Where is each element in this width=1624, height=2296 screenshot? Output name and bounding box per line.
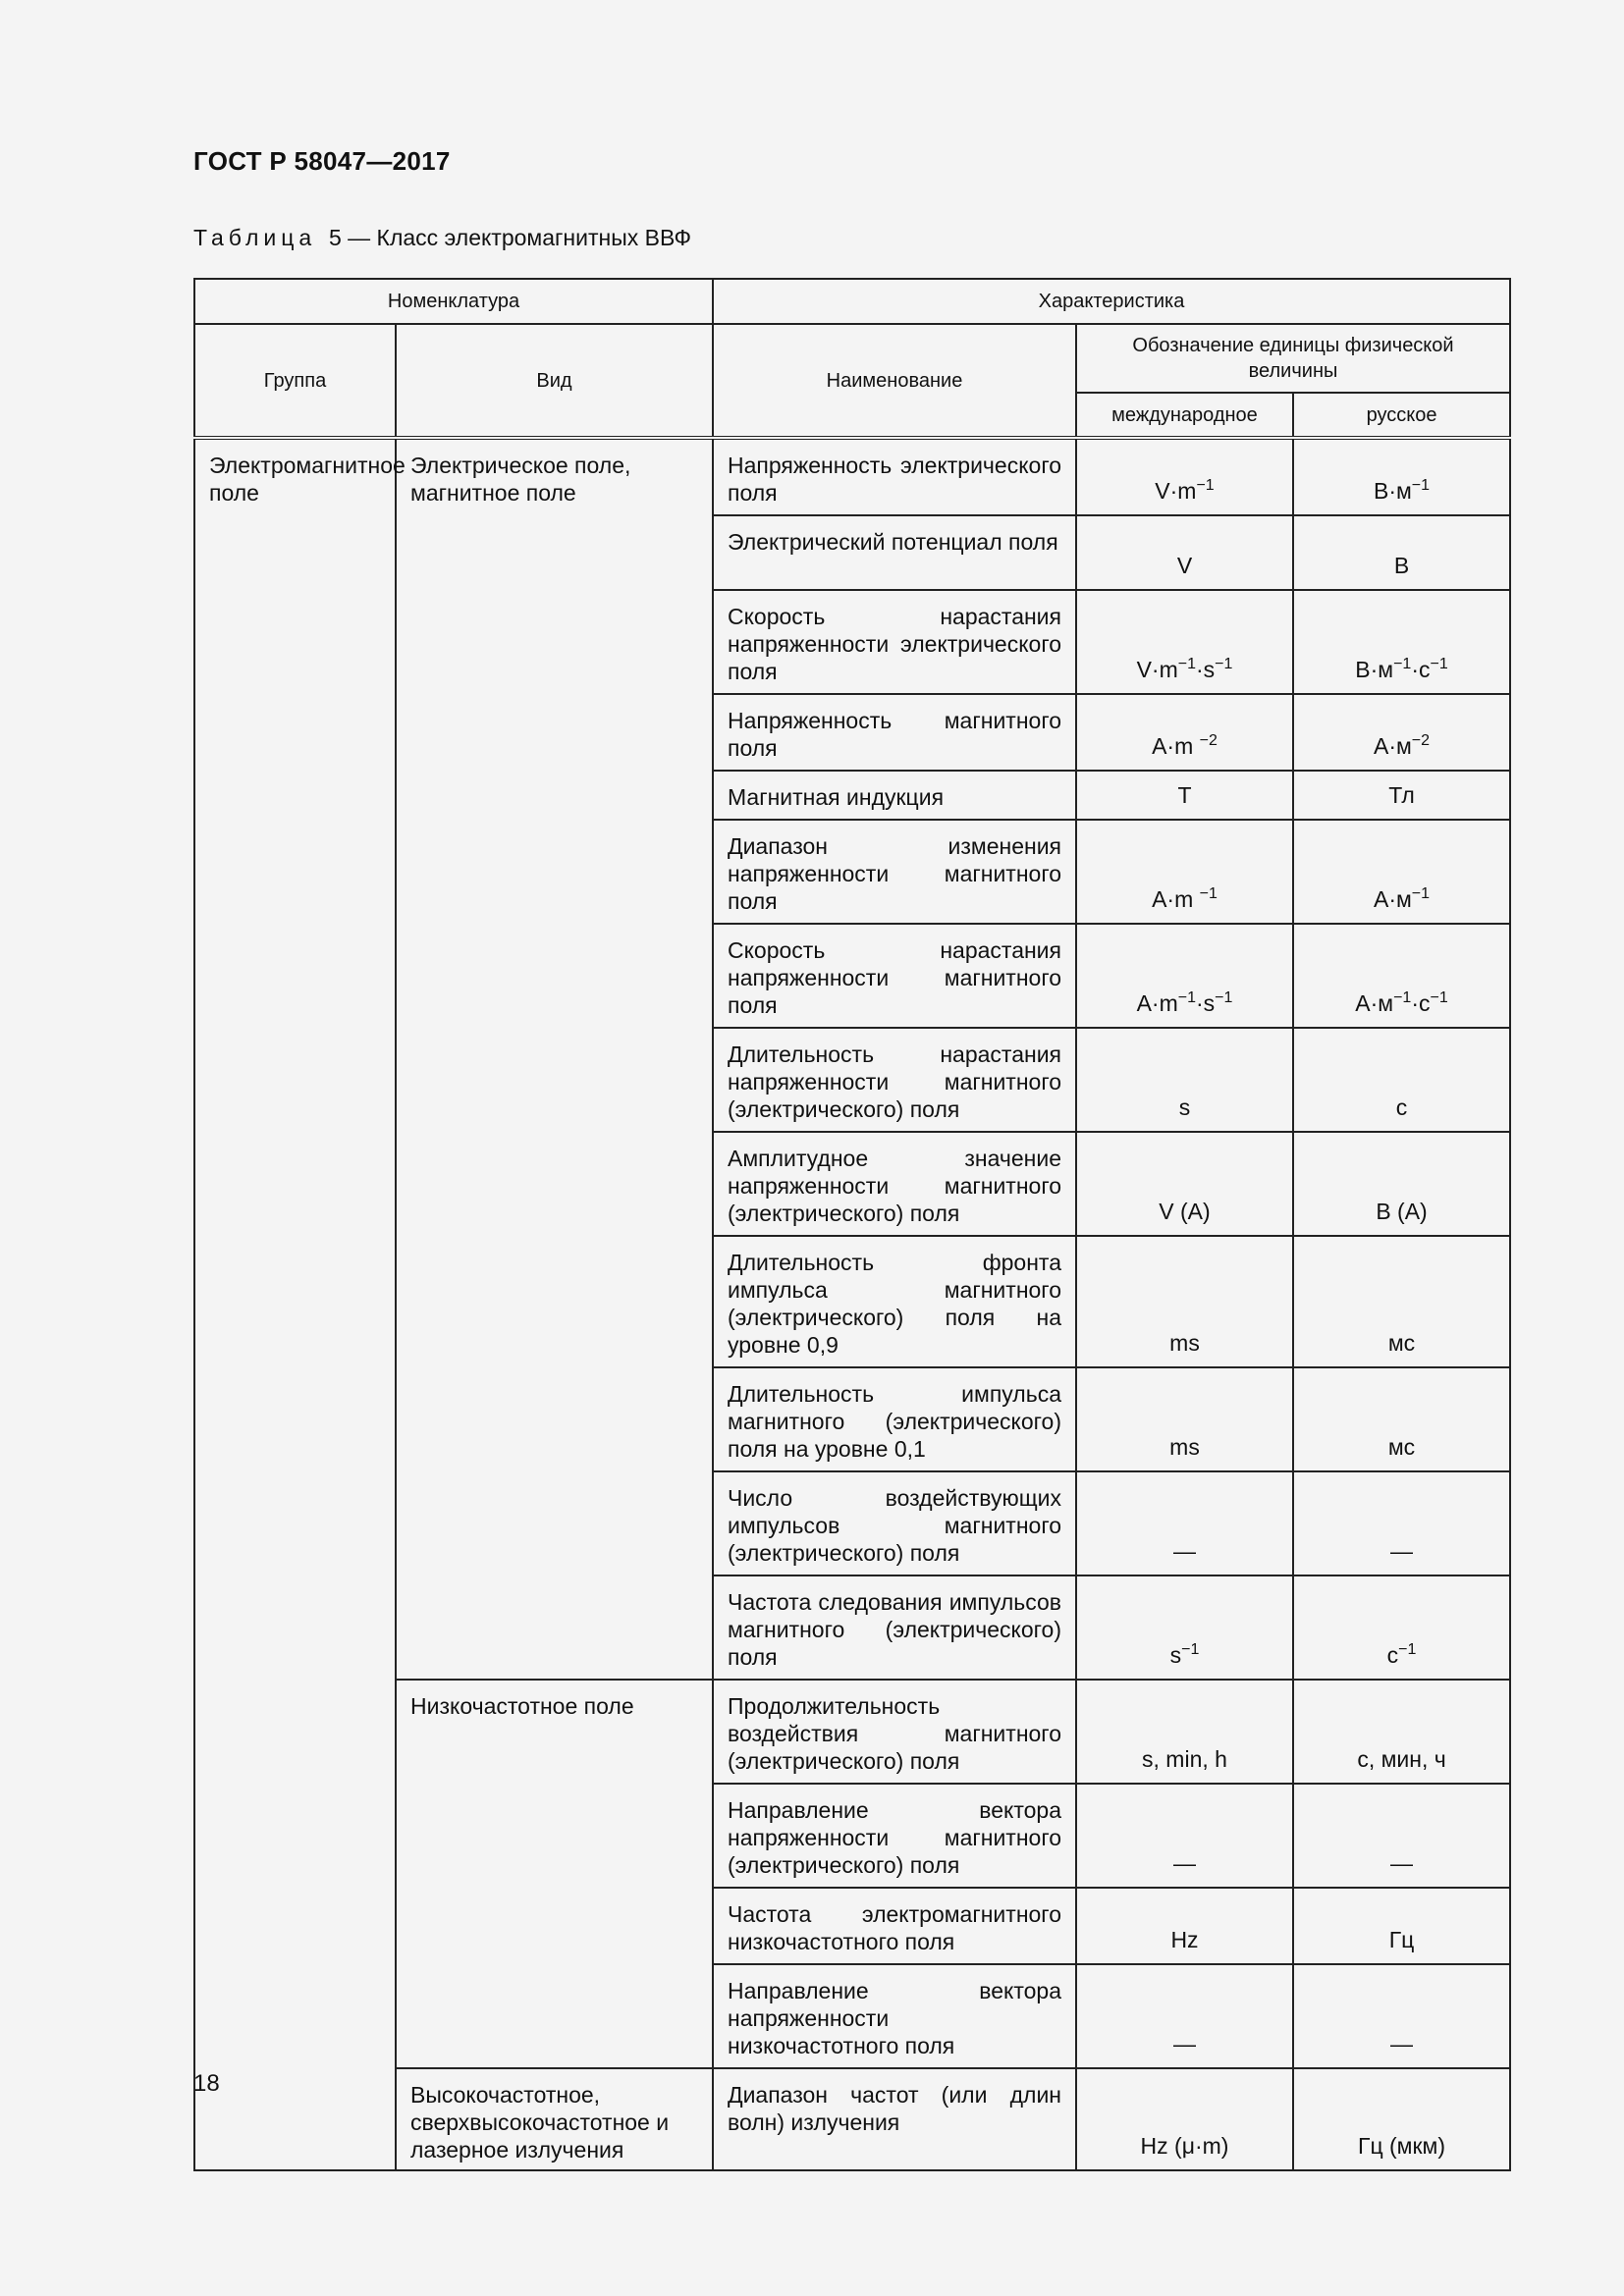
caption-number: 5 [328,225,342,250]
international-unit-cell-text: s [1178,1095,1191,1120]
russian-unit-cell-text: ·с [1411,990,1431,1016]
page-number: 18 [193,2070,220,2097]
russian-unit-cell-text: Тл [1388,782,1415,808]
russian-unit-cell-text: В·м [1355,657,1394,682]
russian-unit-cell [1293,1680,1510,1784]
international-unit-cell [1076,1784,1293,1888]
characteristic-name-cell: Продолжительность воздействия магнитного (электрического) поля [713,1680,1076,1784]
international-unit-cell-text: V·m [1155,478,1197,504]
russian-unit-cell-exponent: −1 [1430,656,1448,672]
table-body [194,438,1510,2170]
characteristic-name-cell: Длительность нарастания напряженности магнитного (электрического) поля [713,1028,1076,1132]
russian-unit-cell-text: А·м [1373,733,1412,759]
russian-unit-cell-text: с [1386,1642,1399,1668]
international-unit-cell [1076,1575,1293,1680]
russian-unit-cell [1293,1471,1510,1575]
russian-unit-cell-text: с [1395,1095,1408,1120]
characteristic-name-cell: Длительность фронта импульса магнитного (электрического) поля на уровне 0,9 [713,1236,1076,1367]
russian-unit-cell-text: с, мин, ч [1357,1746,1446,1772]
russian-unit-cell [1293,924,1510,1028]
international-unit-cell-text: s [1169,1642,1182,1668]
international-unit-cell-exponent: −1 [1215,656,1233,672]
international-unit-cell-text: — [1173,1538,1196,1564]
characteristic-name-cell: Магнитная индукция [713,771,1076,820]
international-unit-cell [1076,1888,1293,1964]
kind-cell: Электрическое поле, магнитное поле [396,438,713,1680]
characteristic-name-cell: Напряженность электрического поля [713,438,1076,515]
characteristic-name-cell: Направление вектора напряженности низкочастотного поля [713,1964,1076,2068]
russian-unit-cell [1293,1367,1510,1471]
russian-unit-cell-exponent: −2 [1411,732,1431,749]
international-unit-cell-exponent: −1 [1177,989,1196,1006]
international-unit-cell [1076,438,1293,515]
characteristic-name-cell: Напряженность магнитного поля [713,694,1076,771]
international-unit-cell-exponent: −1 [1215,989,1233,1006]
international-unit-cell [1076,820,1293,924]
international-unit-cell-exponent: −1 [1199,885,1218,902]
russian-unit-cell-exponent: −1 [1398,1641,1417,1658]
international-unit-cell [1076,771,1293,820]
russian-unit-cell-exponent: −1 [1411,477,1431,494]
russian-unit-cell [1293,438,1510,515]
international-unit-cell-exponent: −1 [1177,656,1196,672]
international-unit-cell-exponent: −1 [1196,477,1215,494]
russian-unit-cell-text: В (А) [1376,1199,1428,1224]
russian-unit-cell-text: — [1390,2031,1414,2056]
international-unit-cell-text: Hz [1170,1927,1199,1952]
emf-class-table [193,278,1511,2171]
russian-unit-cell [1293,1575,1510,1680]
international-unit-cell [1076,1028,1293,1132]
russian-unit-cell [1293,590,1510,694]
international-unit-cell [1076,1964,1293,2068]
table-caption [193,225,691,251]
russian-unit-cell [1293,771,1510,820]
international-unit-cell [1076,2068,1293,2170]
international-unit-cell-text: T [1177,782,1192,808]
international-unit-cell-exponent: −2 [1199,732,1218,749]
russian-unit-cell-exponent: −1 [1393,656,1412,672]
document-title: ГОСТ Р 58047—2017 [193,146,451,176]
international-unit-cell-text: V [1176,553,1193,578]
characteristic-name-cell: Частота следования импульсов магнитного (электрического) поля [713,1575,1076,1680]
russian-unit-cell [1293,1964,1510,2068]
russian-unit-cell [1293,694,1510,771]
international-unit-cell-text: A·m [1152,733,1200,759]
russian-unit-cell-text: ·с [1411,657,1431,682]
international-unit-cell-text: A·m [1152,886,1200,912]
international-unit-cell-text: — [1173,1850,1196,1876]
russian-unit-cell [1293,2068,1510,2170]
russian-unit-cell-text: В [1393,553,1410,578]
international-unit-cell-exponent: −1 [1181,1641,1200,1658]
characteristic-name-cell: Направление вектора напряженности магнитного (электрического) поля [713,1784,1076,1888]
international-unit-cell-text: Hz (μ·m) [1140,2133,1229,2159]
russian-unit-cell [1293,1132,1510,1236]
russian-unit-cell-text: — [1390,1850,1414,1876]
table-row [194,438,1510,515]
international-unit-cell-text: ·s [1196,990,1216,1016]
russian-unit-cell-text: мс [1387,1434,1416,1460]
russian-unit-cell [1293,1028,1510,1132]
header-russian: русское [1293,393,1510,438]
international-unit-cell-text: ·s [1196,657,1216,682]
header-characteristic: Характеристика [713,279,1510,324]
characteristic-name-cell: Скорость нарастания напряженности магнитного поля [713,924,1076,1028]
russian-unit-cell-exponent: −1 [1430,989,1448,1006]
russian-unit-cell-text: Гц [1388,1927,1415,1952]
characteristic-name-cell: Число воздействующих импульсов магнитного (электрического) поля [713,1471,1076,1575]
characteristic-name-cell: Диапазон частот (или длин волн) излучения [713,2068,1076,2170]
characteristic-name-cell: Скорость нарастания напряженности электрического поля [713,590,1076,694]
international-unit-cell [1076,1236,1293,1367]
header-name: Наименование [713,324,1076,438]
international-unit-cell-text: V·m [1136,657,1178,682]
russian-unit-cell-exponent: −1 [1411,885,1431,902]
russian-unit-cell [1293,1236,1510,1367]
group-cell: Электромагнитное поле [194,438,396,2170]
russian-unit-cell-text: В·м [1373,478,1412,504]
characteristic-name-cell: Амплитудное значение напряженности магнитного (электрического) поля [713,1132,1076,1236]
international-unit-cell-text: s, min, h [1142,1746,1227,1772]
international-unit-cell [1076,590,1293,694]
russian-unit-cell-text: мс [1387,1330,1416,1356]
characteristic-name-cell: Электрический потенциал поля [713,515,1076,590]
international-unit-cell [1076,1680,1293,1784]
international-unit-cell [1076,924,1293,1028]
header-kind: Вид [396,324,713,438]
header-international: международное [1076,393,1293,438]
caption-title: — Класс электромагнитных ВВФ [348,225,692,250]
international-unit-cell-text: V (A) [1159,1199,1211,1224]
russian-unit-cell-text: А·м [1355,990,1394,1016]
russian-unit-cell-text: А·м [1373,886,1412,912]
russian-unit-cell-text: — [1390,1538,1414,1564]
kind-cell: Низкочастотное поле [396,1680,713,2068]
russian-unit-cell [1293,1784,1510,1888]
russian-unit-cell [1293,1888,1510,1964]
russian-unit-cell [1293,515,1510,590]
international-unit-cell-text: ms [1169,1434,1200,1460]
russian-unit-cell-exponent: −1 [1393,989,1412,1006]
international-unit-cell [1076,694,1293,771]
international-unit-cell-text: ms [1169,1330,1200,1356]
characteristic-name-cell: Частота электромагнитного низкочастотного поля [713,1888,1076,1964]
header-group: Группа [194,324,396,438]
kind-cell: Высокочастотное, сверхвысокочастотное и лазерное излучения [396,2068,713,2170]
characteristic-name-cell: Длительность импульса магнитного (электрического) поля на уровне 0,1 [713,1367,1076,1471]
international-unit-cell [1076,1132,1293,1236]
international-unit-cell [1076,1471,1293,1575]
international-unit-cell-text: A·m [1136,990,1178,1016]
header-nomenclature: Номенклатура [194,279,713,324]
caption-prefix: Таблица [193,225,317,250]
international-unit-cell [1076,1367,1293,1471]
russian-unit-cell [1293,820,1510,924]
international-unit-cell-text: — [1173,2031,1196,2056]
international-unit-cell [1076,515,1293,590]
header-unit-designation: Обозначение единицы физической величины [1076,324,1510,393]
russian-unit-cell-text: Гц (мкм) [1358,2133,1446,2159]
characteristic-name-cell: Диапазон изменения напряженности магнитного поля [713,820,1076,924]
